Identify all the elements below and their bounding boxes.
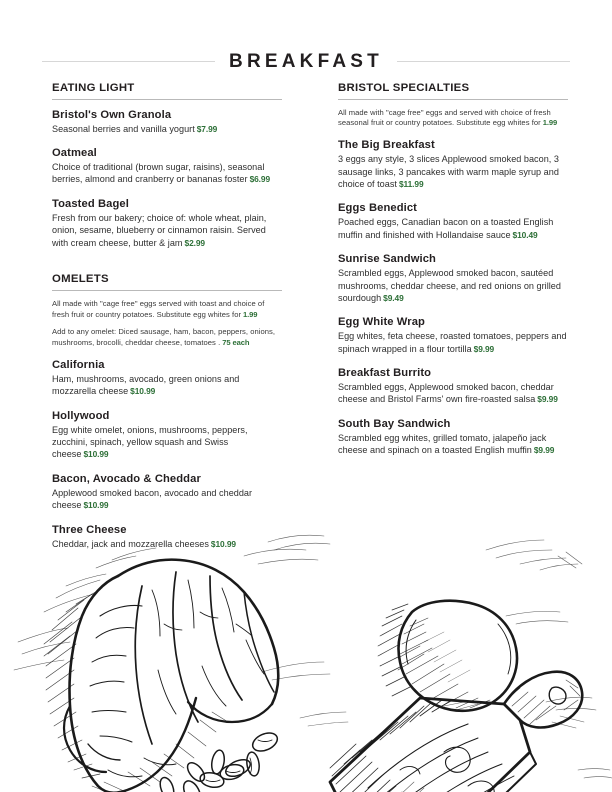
specialties-substitute-price: 1.99 — [542, 118, 558, 128]
title-rule-right — [397, 61, 570, 62]
item-description — [52, 161, 282, 186]
item-price: $10.99 — [83, 449, 109, 460]
item-desc-text: Egg white omelet, onions, mushrooms, peppers, zucchini, spinach, yellow squash and Swiss cheese — [52, 424, 248, 460]
section-heading-omelets: OMELETS — [52, 273, 282, 291]
item-name: Bristol's Own Granola — [52, 108, 172, 121]
item-description — [338, 381, 568, 406]
scattered-seeds-sketch — [158, 729, 281, 792]
omelets-note-text: All made with "cage free" eggs served with toast and choice of fresh fruit or country potatoes. Substitute egg whites for — [52, 298, 265, 319]
item-desc-text: Applewood smoked bacon, avocado and cheddar cheese — [52, 487, 253, 511]
menu-item[interactable] — [338, 201, 568, 241]
item-desc-text: Scrambled eggs, Applewood smoked bacon, cheddar cheese and Bristol Farms' own fire-roasted salsa — [338, 382, 554, 405]
breakfast-illustration — [0, 520, 612, 792]
section-heading-eating-light: EATING LIGHT — [52, 82, 282, 100]
omelets-addons-text: Add to any omelet: Diced sausage, ham, bacon, peppers, onions, mushrooms, brocolli, cheddar cheese, tomatoes . — [52, 327, 276, 348]
item-price: $9.99 — [537, 394, 558, 405]
item-price: $9.99 — [473, 343, 495, 354]
cutting-board-sketch — [330, 672, 582, 792]
omelets-note-eggs — [52, 299, 282, 321]
item-price: $11.99 — [398, 178, 424, 189]
item-name: Breakfast Burrito — [338, 367, 432, 380]
item-description — [52, 424, 282, 461]
menu-item[interactable] — [338, 315, 568, 355]
item-desc-text: Scrambled egg whites, grilled tomato, jalapeño jack cheese and spinach on a toasted English muffin — [338, 432, 547, 456]
right-column — [338, 82, 568, 561]
menu-item[interactable] — [338, 366, 568, 406]
item-name: Three Cheese — [52, 523, 127, 536]
item-desc-text: 3 eggs any style, 3 slices Applewood smoked bacon, 3 sausage links, 3 pancakes with warm maple syrup and choice of toast — [338, 154, 559, 189]
item-desc-text: Fresh from our bakery; choice of: whole wheat, plain, onion, sesame, blueberry or cinnamon raisin. Served with cream cheese, butter & jam — [52, 212, 267, 248]
item-desc-text: Choice of traditional (brown sugar, raisins), seasonal berries, almond and cranberry or bananas foster — [52, 162, 265, 185]
item-name: The Big Breakfast — [338, 139, 435, 152]
item-price: $10.49 — [512, 229, 538, 240]
item-description — [52, 373, 282, 398]
item-price: $10.99 — [210, 538, 236, 549]
item-name: Oatmeal — [52, 147, 97, 160]
specialties-note-text: All made with "cage free" eggs and served with choice of fresh seasonal fruit or country potatoes. Substitute egg whites for — [338, 107, 551, 128]
item-description — [52, 487, 282, 512]
omelets-note-addons — [52, 327, 282, 349]
item-desc-text: Scrambled eggs, Applewood smoked bacon, sautéed mushrooms, cheddar cheese, and red onions on grilled sourdough — [338, 268, 561, 303]
menu-columns — [52, 82, 568, 561]
item-name: Egg White Wrap — [338, 316, 425, 329]
item-name: California — [52, 358, 105, 371]
item-description — [52, 212, 282, 249]
item-price: $10.99 — [83, 500, 109, 511]
menu-item[interactable] — [338, 417, 568, 457]
item-desc-text: Poached eggs, Canadian bacon on a toasted English muffin and finished with Hollandaise sauce — [338, 217, 554, 240]
egg-sketch — [378, 601, 517, 711]
item-description — [338, 153, 568, 190]
title-rule-left — [42, 61, 215, 62]
menu-item[interactable] — [52, 358, 282, 398]
menu-item[interactable] — [52, 409, 282, 461]
item-description — [338, 216, 568, 241]
omelets-substitute-price: 1.99 — [243, 309, 258, 319]
item-price: $7.99 — [196, 123, 218, 134]
item-name: Bacon, Avocado & Cheddar — [52, 472, 201, 485]
item-price: $9.99 — [533, 445, 555, 456]
croissant-egg-cuttingboard-sketch — [0, 520, 612, 792]
omelets-addon-price: 75 each — [222, 338, 250, 348]
item-name: Hollywood — [52, 409, 110, 422]
specialties-note-eggs — [338, 108, 568, 130]
menu-item[interactable] — [338, 138, 568, 190]
surface-strokes — [244, 535, 612, 778]
item-price: $6.99 — [249, 174, 271, 185]
page-title: BREAKFAST — [229, 50, 383, 72]
item-name: Toasted Bagel — [52, 197, 129, 210]
menu-item[interactable] — [52, 108, 282, 135]
section-heading-bristol-specialties: BRISTOL SPECIALTIES — [338, 82, 568, 100]
item-description — [52, 123, 282, 135]
item-price: $9.49 — [383, 292, 404, 303]
menu-item[interactable] — [52, 472, 282, 512]
item-desc-text: Ham, mushrooms, avocado, green onions and mozzarella cheese — [52, 373, 240, 397]
item-desc-text: Seasonal berries and vanilla yogurt — [52, 123, 195, 134]
item-price: $10.99 — [130, 386, 156, 397]
page-header — [42, 48, 570, 74]
item-description — [338, 267, 568, 304]
item-desc-text: Egg whites, feta cheese, roasted tomatoes, peppers and spinach wrapped in a flour tortilla — [338, 331, 567, 354]
item-description — [338, 330, 568, 355]
item-name: Sunrise Sandwich — [338, 253, 436, 266]
left-column — [52, 82, 282, 561]
menu-item[interactable] — [338, 252, 568, 304]
menu-item[interactable] — [52, 146, 282, 186]
item-desc-text: Cheddar, jack and mozzarella cheeses — [52, 538, 209, 549]
item-name: South Bay Sandwich — [338, 417, 451, 430]
item-description — [338, 432, 568, 457]
item-price: $2.99 — [184, 237, 205, 248]
croissant-sketch — [14, 548, 278, 792]
menu-item[interactable] — [52, 197, 282, 249]
item-name: Eggs Benedict — [338, 202, 418, 215]
